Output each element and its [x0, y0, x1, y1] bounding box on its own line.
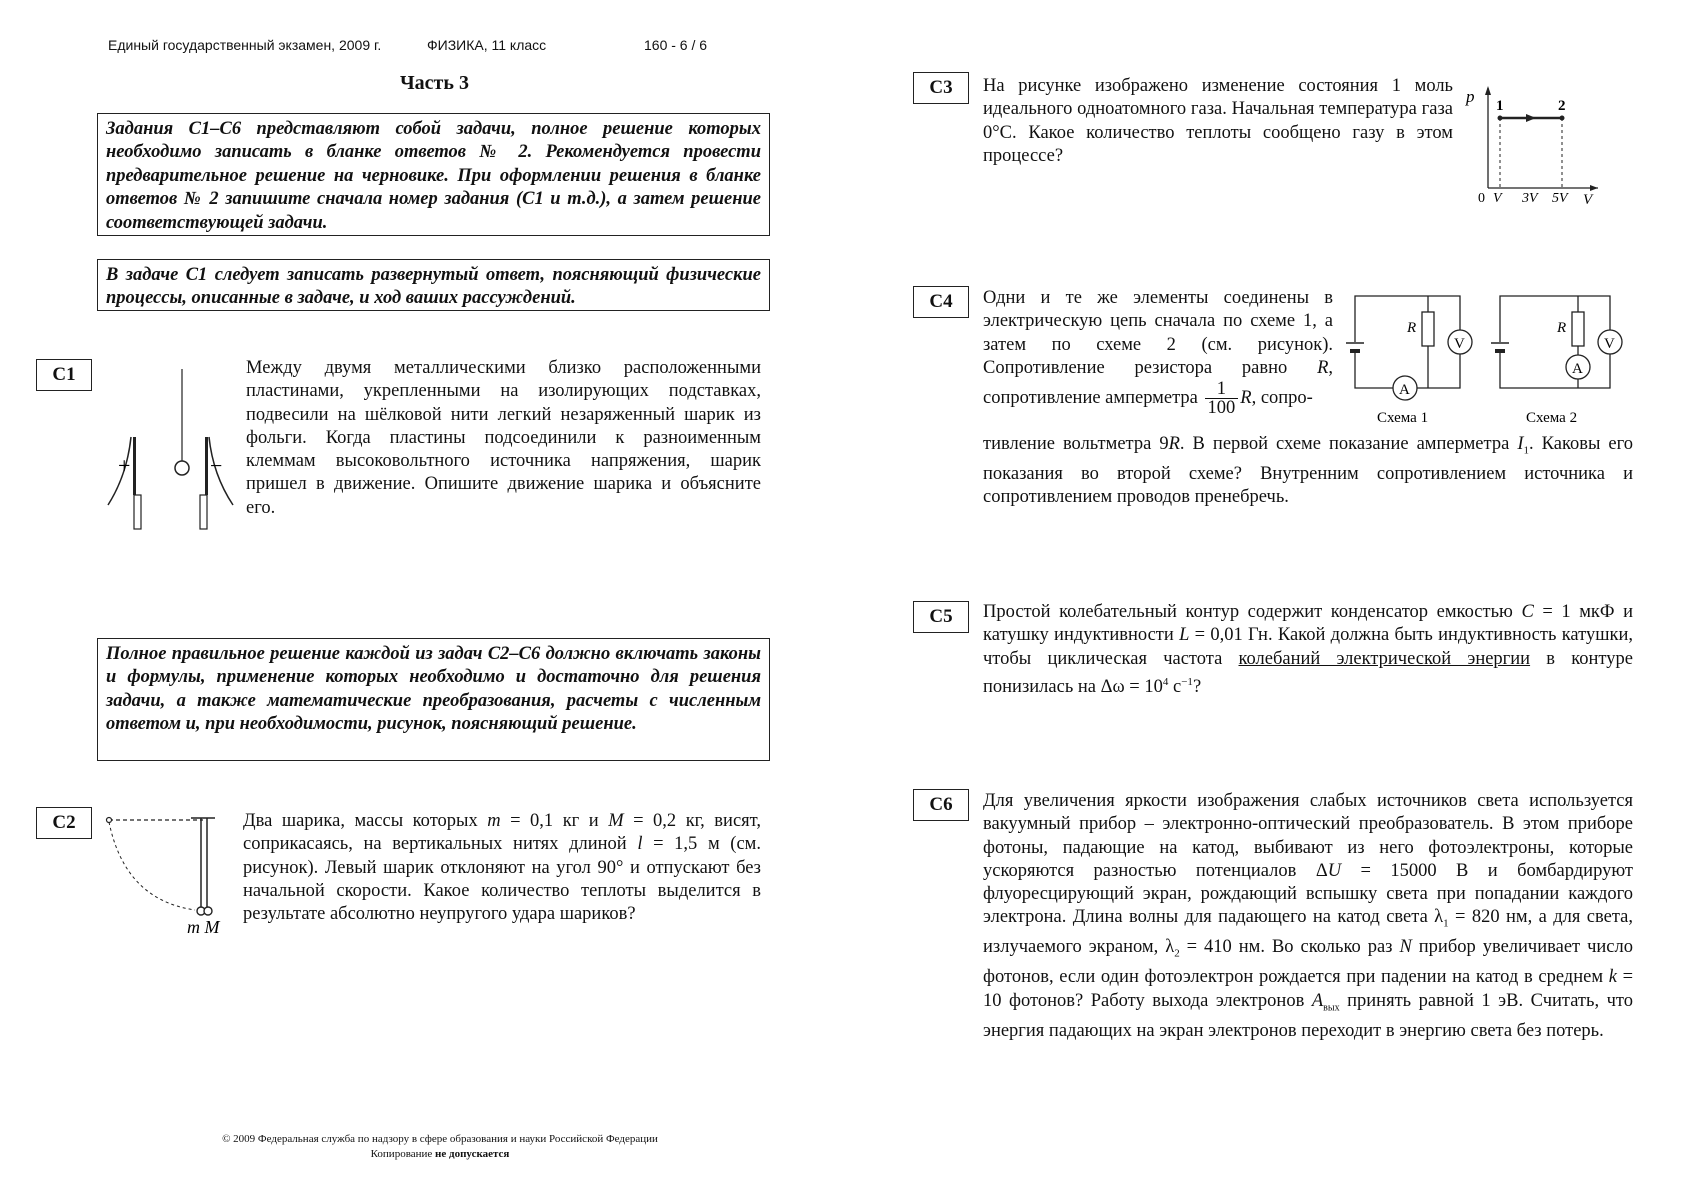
tick-5v: 5V: [1552, 191, 1568, 206]
process-arrow: [1526, 114, 1536, 122]
point-2: [1560, 116, 1565, 121]
ammeter-2-label: A: [1572, 361, 1583, 377]
task-c4-text-bottom: тивление вольтметра 9R. В первой схеме показание амперметра $I_1$. Каковы его показания во второй схеме? Внутренним сопротивлением источника и сопротивлением проводов пренебречь.: [983, 434, 1634, 508]
swing-arc: [109, 822, 195, 910]
deflected-ball: [107, 818, 112, 823]
task-c4-label: C4: [913, 286, 969, 318]
resistor-1-label: R: [1407, 320, 1417, 336]
c2-figure: [105, 810, 235, 945]
c1-figure: [105, 365, 235, 535]
task-c5-text: Простой колебательный контур содержит конденсатор емкостью C = 1 мкФ и катушку индуктивности L = 0,01 Гн. Какой должна быть индуктивность катушки, чтобы циклическая частота колебаний электрической энергии в контуре понизилась на $\Delta\omega = 10^4$ $с^{-1}$?: [983, 602, 1634, 698]
ammeter-fraction: $\frac{1}{100}$: [1205, 380, 1239, 417]
scheme-2: [1491, 296, 1622, 388]
task-c5-label: C5: [913, 601, 969, 633]
point-1: [1498, 116, 1503, 121]
foil-ball: [175, 461, 189, 475]
footer-copy-notice: Копирование не допускается: [370, 1148, 510, 1160]
scheme-1-caption: Схема 1: [1377, 410, 1429, 426]
task-c2-text: Два шарика, массы которых m = 0,1 кг и M = 0,2 кг, висят, соприкасаясь, на вертикальных нитях длиной l = 1,5 м (см. рисунок). Левый шарик отклоняют на угол 90° и отпускают без начальной скорости. Какое количество теплоты выделится в результате абсолютно неупругого удара шариков?: [243, 811, 761, 925]
footer: [140, 1132, 740, 1162]
header-exam: Единый государственный экзамен, 2009 г.: [108, 37, 382, 53]
tick-3v: 3V: [1522, 191, 1538, 206]
plus-sign: +: [118, 453, 131, 478]
v-axis-arrow: [1590, 185, 1598, 191]
mass-labels: m M: [187, 917, 220, 937]
c4-circuits: [1345, 290, 1645, 430]
label-v: V: [1583, 192, 1593, 208]
resistor-2-label: R: [1557, 320, 1567, 336]
left-plate-body: [133, 437, 136, 495]
instructions-c2-c6: Полное правильное решение каждой из задач С2–С6 должно включать законы и формулы, применение которых необходимо и достаточно для решения задачи, а также математические преобразования, расчеты с численным ответом и, при необходимости, рисунок, поясняющий решение.: [97, 638, 770, 761]
task-c3-text: На рисунке изображено изменение состояния 1 моль идеального одноатомного газа. Начальная температура газа 0°C. Какое количество теплоты сообщено газу в этом процессе?: [983, 76, 1453, 166]
task-c3-label: C3: [913, 72, 969, 104]
scheme-2-caption: Схема 2: [1526, 410, 1578, 426]
right-plate-body: [205, 437, 208, 495]
tick-0: 0: [1478, 191, 1485, 206]
footer-copyright: © 2009 Федеральная служба по надзору в сфере образования и науки Российской Федерации: [222, 1133, 658, 1145]
c3-graph: [1460, 82, 1600, 212]
tick-v: V: [1493, 191, 1502, 206]
part-title: Часть 3: [400, 72, 469, 94]
resistor-1: [1422, 312, 1434, 346]
task-c6-text: Для увеличения яркости изображения слабых источников света используется вакуумный прибор – электронно-оптический преобразователь. В этом приборе фотоны, падающие на катод, выбивают из него фотоэлектроны, которые ускоряются разностью потенциалов ΔU = 15000 В и бомбардируют флуоресцирующий экран, рождающий вспышку света при попадании каждого электрона. Длина волны для падающего на катод света $\lambda_1 = 820$ нм, а для света, излучаемого экраном, $\lambda_2 = 410$ нм. Во сколько раз N прибор увеличивает число фотонов, если один фотоэлектрон рождается при падении на катод в среднем k = 10 фотонов? Работу выхода электронов $A_{вых}$ принять равной 1 эВ. Считать, что энергия падающих на экран электронов переходит в энергию света без потерь.: [983, 791, 1633, 1041]
label-2: 2: [1558, 98, 1566, 114]
minus-sign: −: [210, 453, 223, 478]
resistor-2: [1572, 312, 1584, 346]
instructions-general: Задания С1–С6 представляют собой задачи, полное решение которых необходимо записать в бланке ответов № 2. Рекомендуется провести предварительное решение на черновике. При оформлении решения в бланке ответов № 2 запишите сначала номер задания (С1 и т.д.), а затем решение соответствующей задачи.: [97, 113, 770, 236]
voltmeter-1-label: V: [1454, 336, 1465, 352]
task-c6-label: C6: [913, 789, 969, 821]
voltmeter-2-label: V: [1604, 336, 1615, 352]
scheme-1-wire: [1355, 296, 1460, 388]
left-stand: [134, 495, 141, 529]
instructions-c1: В задаче С1 следует записать развернутый ответ, поясняющий физические процессы, описанные в задаче, и ход ваших рассуждений.: [97, 259, 770, 311]
task-c1-label: C1: [36, 359, 92, 391]
header-page: 160 - 6 / 6: [644, 37, 708, 53]
label-1: 1: [1496, 98, 1504, 114]
ammeter-1-label: A: [1399, 382, 1410, 398]
scheme-2-wire: [1500, 296, 1610, 388]
right-stand: [200, 495, 207, 529]
p-axis-arrow: [1485, 86, 1491, 95]
scheme-1: [1346, 296, 1472, 400]
ball-M: [204, 907, 212, 915]
task-c2-label: C2: [36, 807, 92, 839]
label-p: p: [1466, 87, 1475, 106]
task-c1-text: Между двумя металлическими близко расположенными пластинами, укрепленными на изолирующих подставках, подвесили на шёлковой нити легкий незаряженный шарик из фольги. Когда пластины подсоединили к разноименным клеммам высоковольтного источника напряжения, шарик пришел в движение. Опишите движение шарика и объясните его.: [246, 358, 761, 518]
header-subject: ФИЗИКА, 11 класс: [427, 37, 547, 53]
task-c4-text-top: Одни и те же элементы соединены в электрическую цепь сначала по схеме 1, а затем по схеме 2 (см. рисунок). Сопротивление резистора равно R, сопротивление амперметра $\frac{1}{100}$ R, сопро-: [983, 288, 1333, 419]
